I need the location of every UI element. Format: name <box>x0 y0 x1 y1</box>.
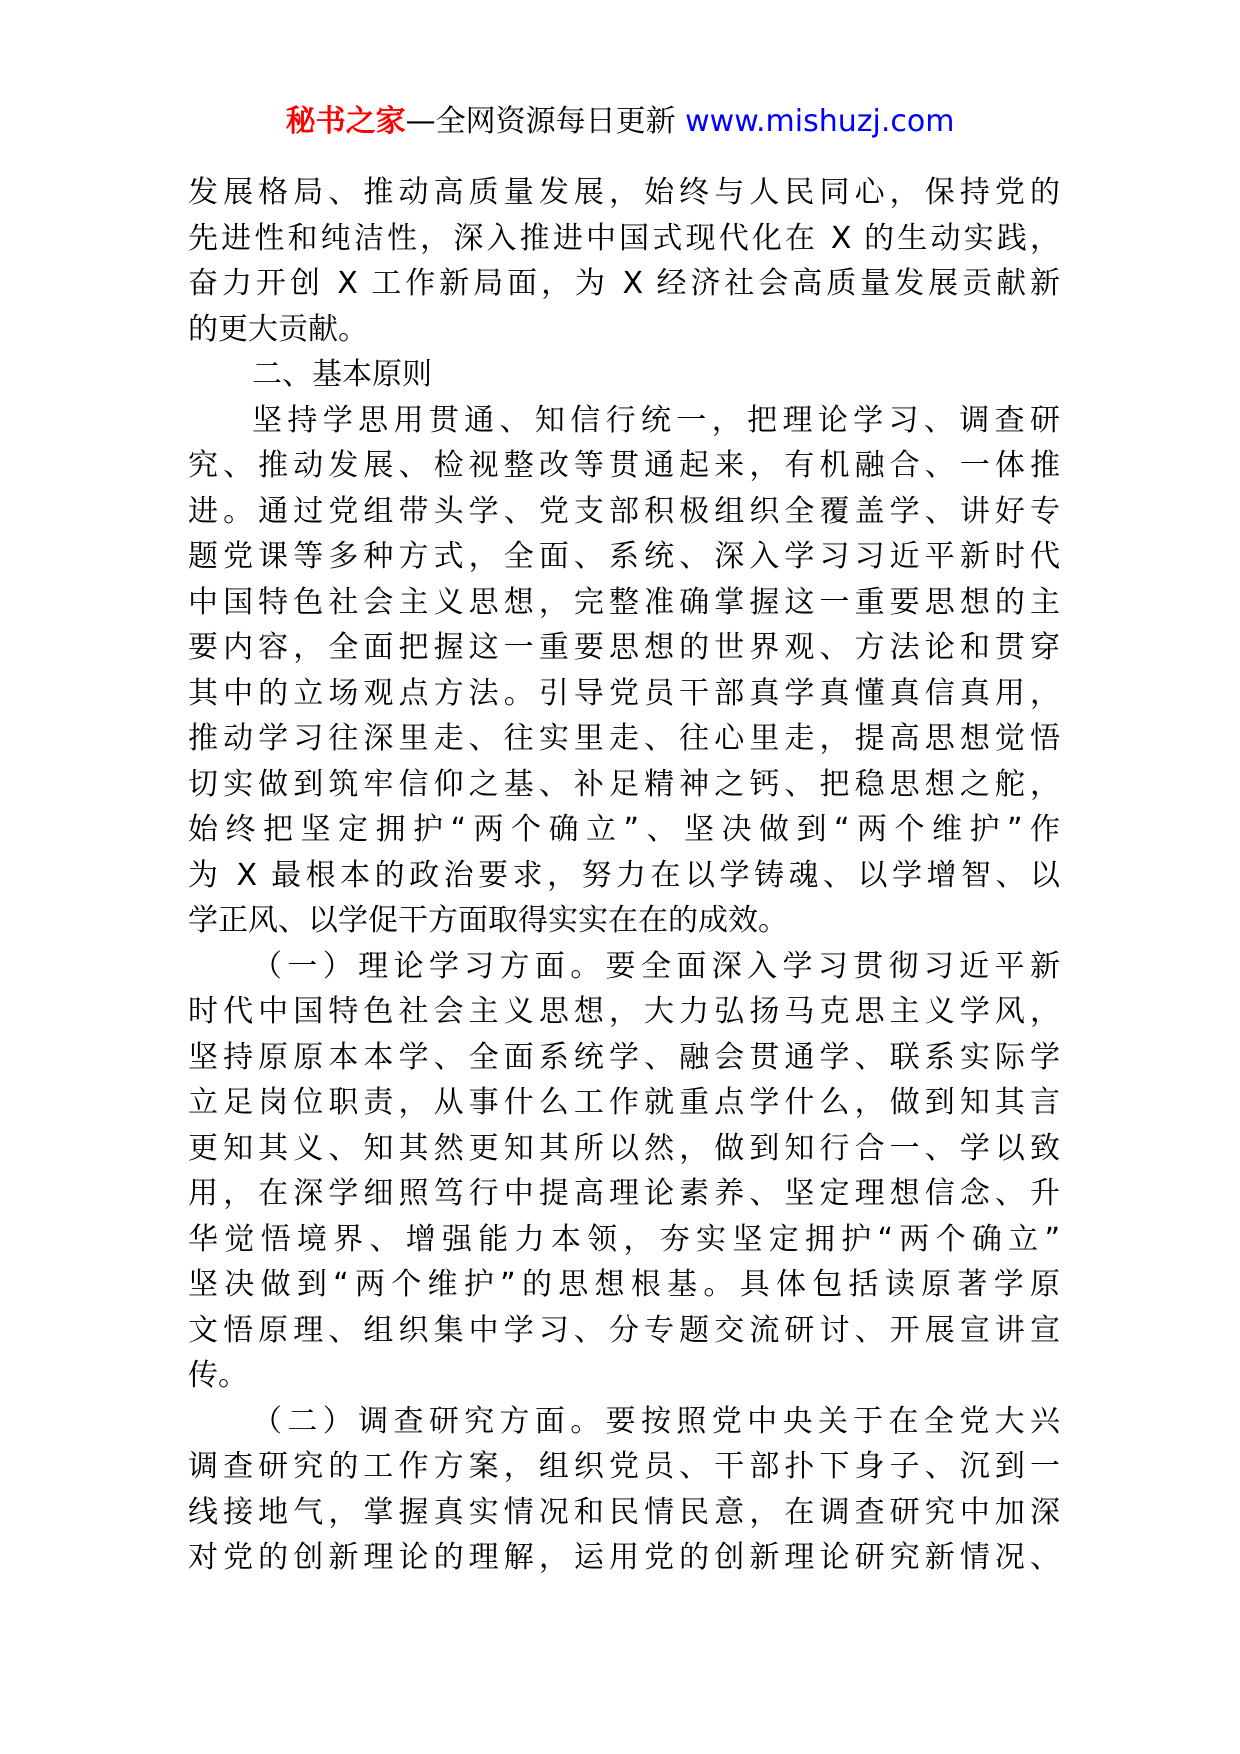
text-line: 坚决做到“两个维护”的思想根基。具体包括读原著学原 <box>188 1267 1060 1302</box>
text-line: 坚持原原本本学、全面系统学、融会贯通学、联系实际学 <box>188 1039 1060 1075</box>
header-site-link[interactable]: www.mishuzj.com <box>685 104 955 139</box>
text-line: 学正风、以学促干方面取得实实在在的成效。 <box>188 903 788 938</box>
text-line: （一）理论学习方面。要全面深入学习贯彻习近平新 <box>252 948 1060 984</box>
text-line: 要内容，全面把握这一重要思想的世界观、方法论和贯穿 <box>188 630 1060 665</box>
text-line: 坚持学思用贯通、知信行统一，把理论学习、调查研 <box>252 402 1060 438</box>
page-header <box>0 100 1240 144</box>
text-line: 二、基本原则 <box>252 357 432 392</box>
text-line: 先进性和纯洁性，深入推进中国式现代化在 X 的生动实践， <box>188 220 1060 256</box>
text-line: （二）调查研究方面。要按照党中央关于在全党大兴 <box>252 1403 1060 1439</box>
text-line: 用，在深学细照笃行中提高理论素养、坚定理想信念、升 <box>188 1176 1060 1211</box>
text-line: 始终把坚定拥护“两个确立”、坚决做到“两个维护”作 <box>188 812 1060 847</box>
document-body <box>188 170 1060 1581</box>
text-line: 其中的立场观点方法。引导党员干部真学真懂真信真用， <box>188 675 1060 711</box>
text-line: 推动学习往深里走、往实里走、往心里走，提高思想觉悟 <box>188 721 1060 756</box>
text-line: 更知其义、知其然更知其所以然，做到知行合一、学以致 <box>188 1130 1060 1166</box>
header-tagline: —全网资源每日更新 <box>405 104 676 139</box>
text-line: 线接地气，掌握真实情况和民情民意，在调查研究中加深 <box>188 1494 1060 1530</box>
text-line: 的更大贡献。 <box>188 311 368 347</box>
text-line: 华觉悟境界、增强能力本领，夯实坚定拥护“两个确立” <box>188 1221 1060 1257</box>
text-line: 奋力开创 X 工作新局面，为 X 经济社会高质量发展贡献新 <box>188 266 1060 301</box>
text-line: 为 X 最根本的政治要求，努力在以学铸魂、以学增智、以 <box>188 857 1060 893</box>
text-line: 进。通过党组带头学、党支部积极组织全覆盖学、讲好专 <box>188 493 1060 529</box>
text-line: 传。 <box>188 1358 248 1393</box>
text-line: 中国特色社会主义思想，完整准确掌握这一重要思想的主 <box>188 584 1060 620</box>
text-line: 题党课等多种方式，全面、系统、深入学习习近平新时代 <box>188 539 1060 574</box>
text-line: 调查研究的工作方案，组织党员、干部扑下身子、沉到一 <box>188 1449 1060 1484</box>
text-line: 对党的创新理论的理解，运用党的创新理论研究新情况、 <box>188 1540 1060 1575</box>
text-line: 发展格局、推动高质量发展，始终与人民同心，保持党的 <box>188 175 1060 210</box>
text-line: 时代中国特色社会主义思想，大力弘扬马克思主义学风， <box>188 994 1060 1029</box>
text-line: 切实做到筑牢信仰之基、补足精神之钙、把稳思想之舵， <box>188 766 1060 802</box>
text-line: 立足岗位职责，从事什么工作就重点学什么，做到知其言 <box>188 1085 1060 1120</box>
text-line: 究、推动发展、检视整改等贯通起来，有机融合、一体推 <box>188 448 1060 483</box>
text-line: 文悟原理、组织集中学习、分专题交流研讨、开展宣讲宣 <box>188 1312 1060 1348</box>
header-brand: 秘书之家 <box>285 104 406 139</box>
